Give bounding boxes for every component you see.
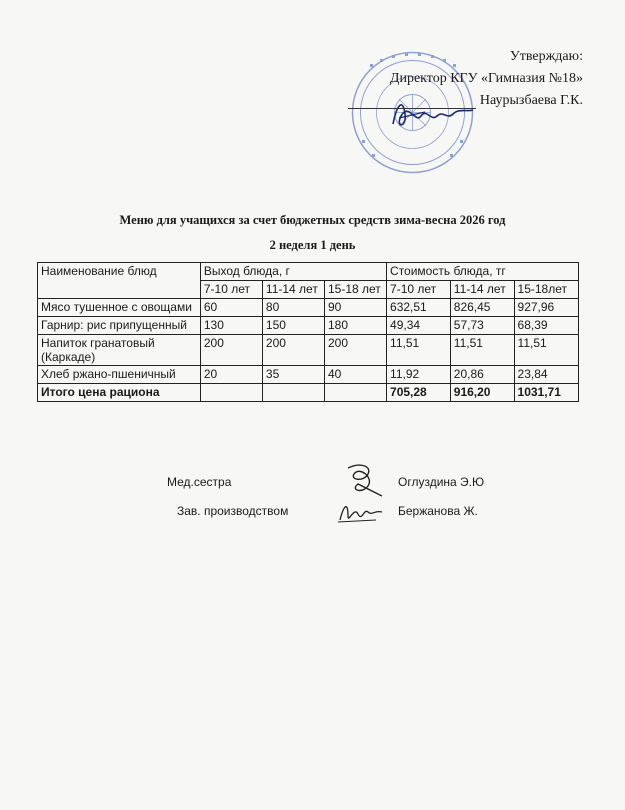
approval-block [348, 46, 583, 112]
dish-name: Мясо тушенное с овощами [38, 299, 201, 317]
cost-cell: 49,34 [387, 317, 451, 335]
cost-cell: 11,51 [514, 335, 578, 366]
yield-cell: 80 [262, 299, 324, 317]
dish-name: Напиток гранатовый (Каркаде) [38, 335, 201, 366]
table-row [38, 299, 579, 317]
yield-cell: 40 [324, 366, 386, 384]
approve-label: Утверждаю: [509, 49, 583, 64]
cost-cell: 68,39 [514, 317, 578, 335]
total-cost-cell: 916,20 [450, 384, 514, 402]
chief-name: Бержанова Ж. [398, 504, 478, 518]
empty-cell [262, 384, 324, 402]
menu-title: Меню для учащихся за счет бюджетных средств зима-весна 2026 год [119, 213, 506, 227]
cost-cell: 11,51 [387, 335, 451, 366]
total-row [38, 384, 579, 402]
cost-cell: 11,92 [387, 366, 451, 384]
dish-name: Гарнир: рис припущенный [38, 317, 201, 335]
age-group-cost: 15-18лет [514, 281, 578, 299]
cost-cell: 57,73 [450, 317, 514, 335]
header-yield: Выход блюда, г [200, 263, 386, 281]
total-label: Итого цена рациона [38, 384, 201, 402]
table-row [38, 335, 579, 366]
signature-line [348, 94, 476, 109]
yield-cell: 200 [324, 335, 386, 366]
table-row [38, 366, 579, 384]
cost-cell: 632,51 [387, 299, 451, 317]
nurse-title: Мед.сестра [167, 475, 232, 489]
nurse-signature [338, 460, 388, 498]
yield-cell: 35 [262, 366, 324, 384]
age-group-cost: 11-14 лет [450, 281, 514, 299]
yield-cell: 150 [262, 317, 324, 335]
director-position: Директор КГУ «Гимназия №18» [389, 71, 583, 86]
age-group-yield: 11-14 лет [262, 281, 324, 299]
director-sign-row [348, 90, 583, 112]
header-cost: Стоимость блюда, тг [387, 263, 579, 281]
yield-cell: 200 [262, 335, 324, 366]
cost-cell: 20,86 [450, 366, 514, 384]
cost-cell: 23,84 [514, 366, 578, 384]
header-dish: Наименование блюд [38, 263, 201, 299]
nurse-name: Оглуздина Э.Ю [398, 475, 485, 489]
table-row [38, 317, 579, 335]
yield-cell: 90 [324, 299, 386, 317]
age-group-yield: 15-18 лет [324, 281, 386, 299]
chief-signature [336, 498, 384, 526]
menu-table [37, 262, 579, 402]
total-cost-cell: 1031,71 [514, 384, 578, 402]
yield-cell: 200 [200, 335, 262, 366]
header-row [38, 263, 579, 281]
director-name: Наурызбаева Г.К. [479, 93, 583, 108]
yield-cell: 60 [200, 299, 262, 317]
cost-cell: 11,51 [450, 335, 514, 366]
empty-cell [200, 384, 262, 402]
menu-subtitle: 2 неделя 1 день [269, 238, 356, 252]
yield-cell: 20 [200, 366, 262, 384]
cost-cell: 927,96 [514, 299, 578, 317]
age-group-yield: 7-10 лет [200, 281, 262, 299]
empty-cell [324, 384, 386, 402]
yield-cell: 180 [324, 317, 386, 335]
yield-cell: 130 [200, 317, 262, 335]
age-group-cost: 7-10 лет [387, 281, 451, 299]
chief-title: Зав. производством [177, 504, 289, 518]
dish-name: Хлеб ржано-пшеничный [38, 366, 201, 384]
total-cost-cell: 705,28 [387, 384, 451, 402]
cost-cell: 826,45 [450, 299, 514, 317]
